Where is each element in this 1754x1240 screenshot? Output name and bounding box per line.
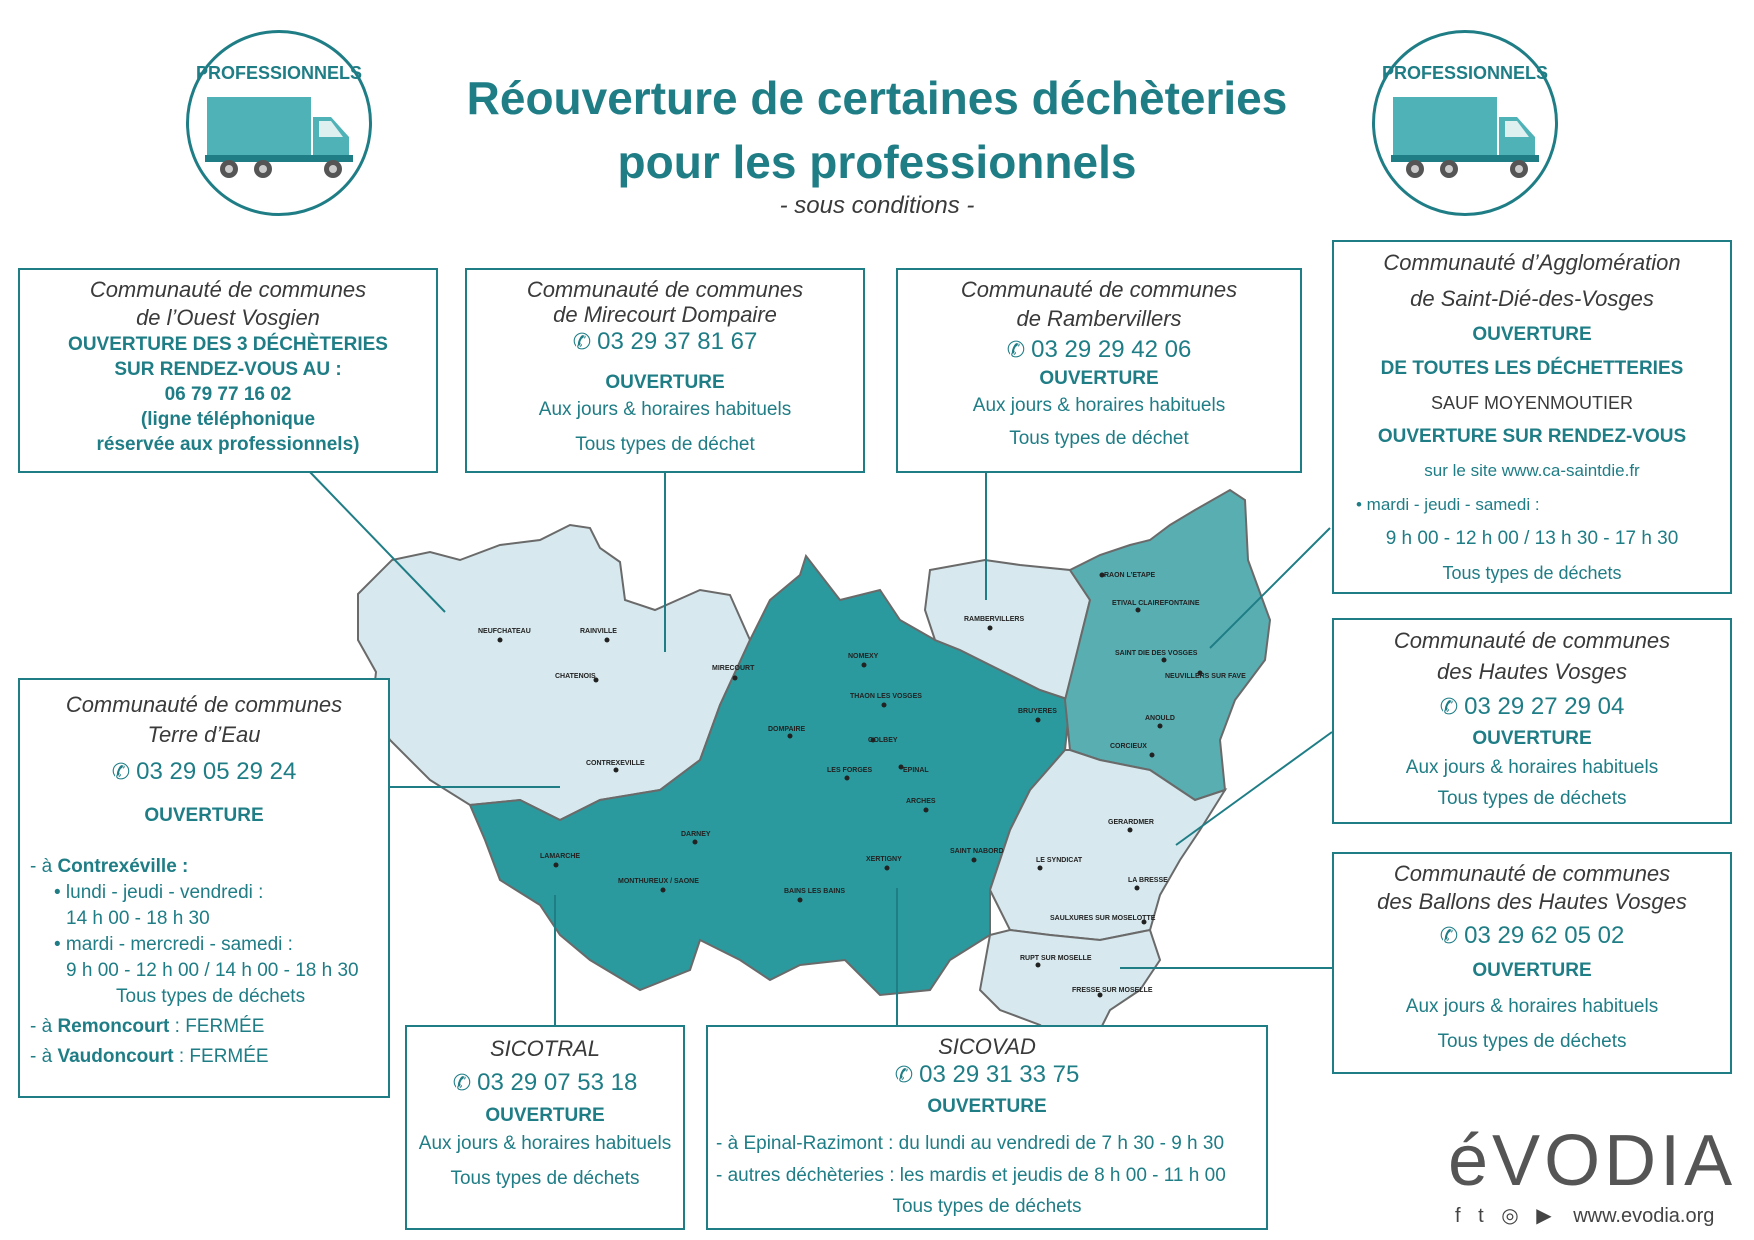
box-days: • mardi - jeudi - samedi : — [1356, 495, 1540, 514]
badge-label: PROFESSIONNELS — [195, 63, 363, 83]
box-line: - autres déchèteries : les mardis et jeudis de 8 h 00 - 11 h 00 — [716, 1165, 1226, 1186]
box-title: de l’Ouest Vosgien — [136, 305, 320, 330]
box-ballons-hautes-vosges — [1332, 852, 1732, 1074]
box-title: de Mirecourt Dompaire — [553, 302, 777, 327]
phone-number: 03 29 05 29 24 — [136, 758, 297, 785]
phone-icon: ✆ — [1439, 694, 1459, 719]
box-status: OUVERTURE — [1472, 324, 1592, 345]
city-epinal: EPINAL — [903, 767, 929, 774]
city-gerardmer: GERARDMER — [1108, 819, 1154, 826]
box-line: Tous types de déchet — [1009, 428, 1189, 449]
box-title: Communauté de communes — [526, 277, 804, 302]
phone-icon: ✆ — [1006, 337, 1026, 362]
box-title: Communauté de communes — [1393, 628, 1671, 653]
city-etival: ETIVAL CLAIREFONTAINE — [1112, 600, 1200, 607]
schedule-row: - à Contrexéville : — [30, 856, 189, 877]
city-monthureux: MONTHUREUX / SAONE — [618, 878, 699, 885]
city-fresse: FRESSE SUR MOSELLE — [1072, 987, 1153, 994]
box-title: de Rambervillers — [1016, 306, 1182, 331]
box-status: OUVERTURE — [605, 372, 725, 393]
phone-line — [898, 334, 1300, 366]
schedule-row: 14 h 00 - 18 h 30 — [66, 908, 210, 929]
box-title: des Ballons des Hautes Vosges — [1377, 889, 1687, 914]
city-les-forges: LES FORGES — [827, 767, 873, 774]
box-status: OUVERTURE — [1039, 368, 1159, 389]
phone-number: 03 29 31 33 75 — [919, 1061, 1080, 1088]
box-line: Tous types de déchets — [450, 1168, 640, 1189]
city-saint-die: SAINT DIE DES VOSGES — [1115, 650, 1198, 657]
title-line-1: Réouverture de certaines déchèteries — [466, 72, 1288, 124]
box-mirecourt-dompaire — [465, 268, 865, 473]
phone-icon: ✆ — [111, 759, 131, 784]
city-nomexy: NOMEXY — [848, 653, 879, 660]
box-sicotral — [405, 1025, 685, 1230]
phone-number: 03 29 29 42 06 — [1031, 336, 1192, 363]
city-chatenois: CHATENOIS — [555, 673, 596, 680]
box-status: DE TOUTES LES DÉCHETTERIES — [1380, 358, 1684, 379]
phone-number: 03 29 37 81 67 — [597, 328, 758, 355]
website-link[interactable]: www.evodia.org — [1573, 1205, 1715, 1227]
phone-line — [20, 750, 388, 794]
city-rainville: RAINVILLE — [580, 628, 617, 635]
box-title: SICOVAD — [938, 1034, 1036, 1059]
phone-number: 03 29 62 05 02 — [1464, 922, 1625, 949]
logo-footer — [1455, 1203, 1714, 1228]
page-subtitle: - sous conditions - — [779, 192, 975, 219]
box-exception: SAUF MOYENMOUTIER — [1430, 393, 1633, 413]
evodia-logo — [1448, 1120, 1738, 1200]
schedule-row: 9 h 00 - 12 h 00 / 14 h 00 - 18 h 30 — [66, 960, 359, 981]
city-darney: DARNEY — [681, 831, 711, 838]
city-corcieux: CORCIEUX — [1110, 743, 1147, 750]
box-status: OUVERTURE — [1472, 960, 1592, 981]
city-anould: ANOULD — [1145, 715, 1175, 722]
box-saint-die — [1332, 240, 1732, 594]
box-line: Aux jours & horaires habituels — [418, 1133, 672, 1154]
city-rupt: RUPT SUR MOSELLE — [1020, 955, 1092, 962]
city-arches: ARCHES — [906, 798, 936, 805]
box-rambervillers — [896, 268, 1302, 473]
box-title: de Saint-Dié-des-Vosges — [1410, 286, 1654, 311]
box-title: Communauté de communes — [65, 692, 343, 717]
box-status: OUVERTURE — [144, 805, 264, 826]
city-contrexeville: CONTREXEVILLE — [586, 760, 645, 767]
box-hours: 9 h 00 - 12 h 00 / 13 h 30 - 17 h 30 — [1385, 528, 1679, 549]
phone-line — [407, 1063, 683, 1103]
phone-icon: ✆ — [572, 329, 592, 354]
box-title: Communauté de communes — [960, 277, 1238, 302]
city-thaon: THAON LES VOSGES — [850, 693, 922, 700]
box-title: Terre d’Eau — [147, 722, 261, 747]
city-bains: BAINS LES BAINS — [784, 888, 846, 895]
box-terre-deau — [18, 678, 390, 1098]
schedule-list — [20, 854, 388, 1070]
phone-line — [467, 326, 863, 358]
website-link[interactable]: sur le site www.ca-saintdie.fr — [1424, 461, 1640, 480]
phone-line — [1334, 916, 1730, 956]
region-ballons — [980, 930, 1160, 1040]
city-mirecourt: MIRECOURT — [712, 665, 755, 672]
city-rambervillers: RAMBERVILLERS — [964, 616, 1025, 623]
box-line: Aux jours & horaires habituels — [1405, 757, 1659, 778]
city-xertigny: XERTIGNY — [866, 856, 902, 863]
box-status: OUVERTURE DES 3 DÉCHÈTERIES — [68, 334, 388, 355]
schedule-row: - à Remoncourt : FERMÉE — [30, 1016, 265, 1037]
region-saint-die — [1065, 490, 1270, 800]
schedule-row: • lundi - jeudi - vendredi : — [54, 882, 264, 903]
phone-number: 03 29 07 53 18 — [477, 1069, 638, 1096]
schedule-row: - à Vaudoncourt : FERMÉE — [30, 1046, 269, 1067]
box-line: Tous types de déchets — [1442, 563, 1622, 583]
box-title: Communauté d’Agglomération — [1383, 250, 1681, 275]
box-line: Aux jours & horaires habituels — [972, 395, 1226, 416]
city-dompaire: DOMPAIRE — [768, 726, 806, 733]
phone-line — [1334, 688, 1730, 726]
phone-number: 03 29 27 29 04 — [1464, 693, 1625, 720]
box-title: SICOTRAL — [489, 1036, 601, 1061]
social-icons[interactable]: f t ◎ ▶ — [1455, 1205, 1558, 1227]
box-status: OUVERTURE — [485, 1105, 605, 1126]
box-ouest-vosgien — [18, 268, 438, 473]
box-line: Tous types de déchets — [1437, 788, 1627, 809]
phone-number: 06 79 77 16 02 — [164, 384, 292, 405]
box-line: Aux jours & horaires habituels — [1405, 996, 1659, 1017]
title-line-2: pour les professionnels — [617, 136, 1137, 188]
city-raon: RAON L’ETAPE — [1104, 572, 1156, 579]
phone-line — [708, 1059, 1266, 1091]
phone-icon: ✆ — [1439, 923, 1459, 948]
box-title: Communauté de communes — [1393, 861, 1671, 886]
schedule-row: • mardi - mercredi - samedi : — [54, 934, 293, 955]
city-golbey: GOLBEY — [868, 737, 898, 744]
box-line: Tous types de déchets — [1437, 1031, 1627, 1052]
box-title: Communauté de communes — [89, 277, 367, 302]
box-note: réservée aux professionnels) — [96, 434, 360, 455]
schedule-row: Tous types de déchets — [116, 986, 306, 1007]
box-hautes-vosges — [1332, 618, 1732, 824]
box-line: - à Epinal-Razimont : du lundi au vendredi de 7 h 30 - 9 h 30 — [716, 1133, 1225, 1154]
box-line: Tous types de déchet — [575, 434, 755, 455]
box-status: OUVERTURE — [1472, 728, 1592, 749]
phone-icon: ✆ — [894, 1062, 914, 1087]
city-saint-nabord: SAINT NABORD — [950, 848, 1004, 855]
city-lamarche: LAMARCHE — [540, 853, 581, 860]
city-saulxures: SAULXURES SUR MOSELOTTE — [1050, 915, 1156, 922]
city-la-bresse: LA BRESSE — [1128, 877, 1168, 884]
box-status: OUVERTURE — [927, 1096, 1047, 1117]
city-bruyeres: BRUYERES — [1018, 708, 1057, 715]
badge-label: PROFESSIONNELS — [1381, 63, 1549, 83]
box-sicovad — [706, 1025, 1268, 1230]
phone-icon: ✆ — [452, 1070, 472, 1095]
box-line: Aux jours & horaires habituels — [538, 399, 792, 420]
city-le-syndicat: LE SYNDICAT — [1036, 857, 1083, 864]
page-title — [0, 66, 1754, 194]
city-neuvillers: NEUVILLERS SUR FAVE — [1165, 673, 1246, 680]
box-title: des Hautes Vosges — [1437, 659, 1627, 684]
box-status: OUVERTURE SUR RENDEZ-VOUS — [1377, 426, 1687, 447]
logo-wordmark: éVODIA — [1448, 1121, 1737, 1201]
city-neufchateau: NEUFCHATEAU — [478, 628, 531, 635]
box-status: SUR RENDEZ-VOUS AU : — [114, 359, 342, 380]
box-line: Tous types de déchets — [892, 1196, 1082, 1217]
box-note: (ligne téléphonique — [140, 409, 316, 430]
